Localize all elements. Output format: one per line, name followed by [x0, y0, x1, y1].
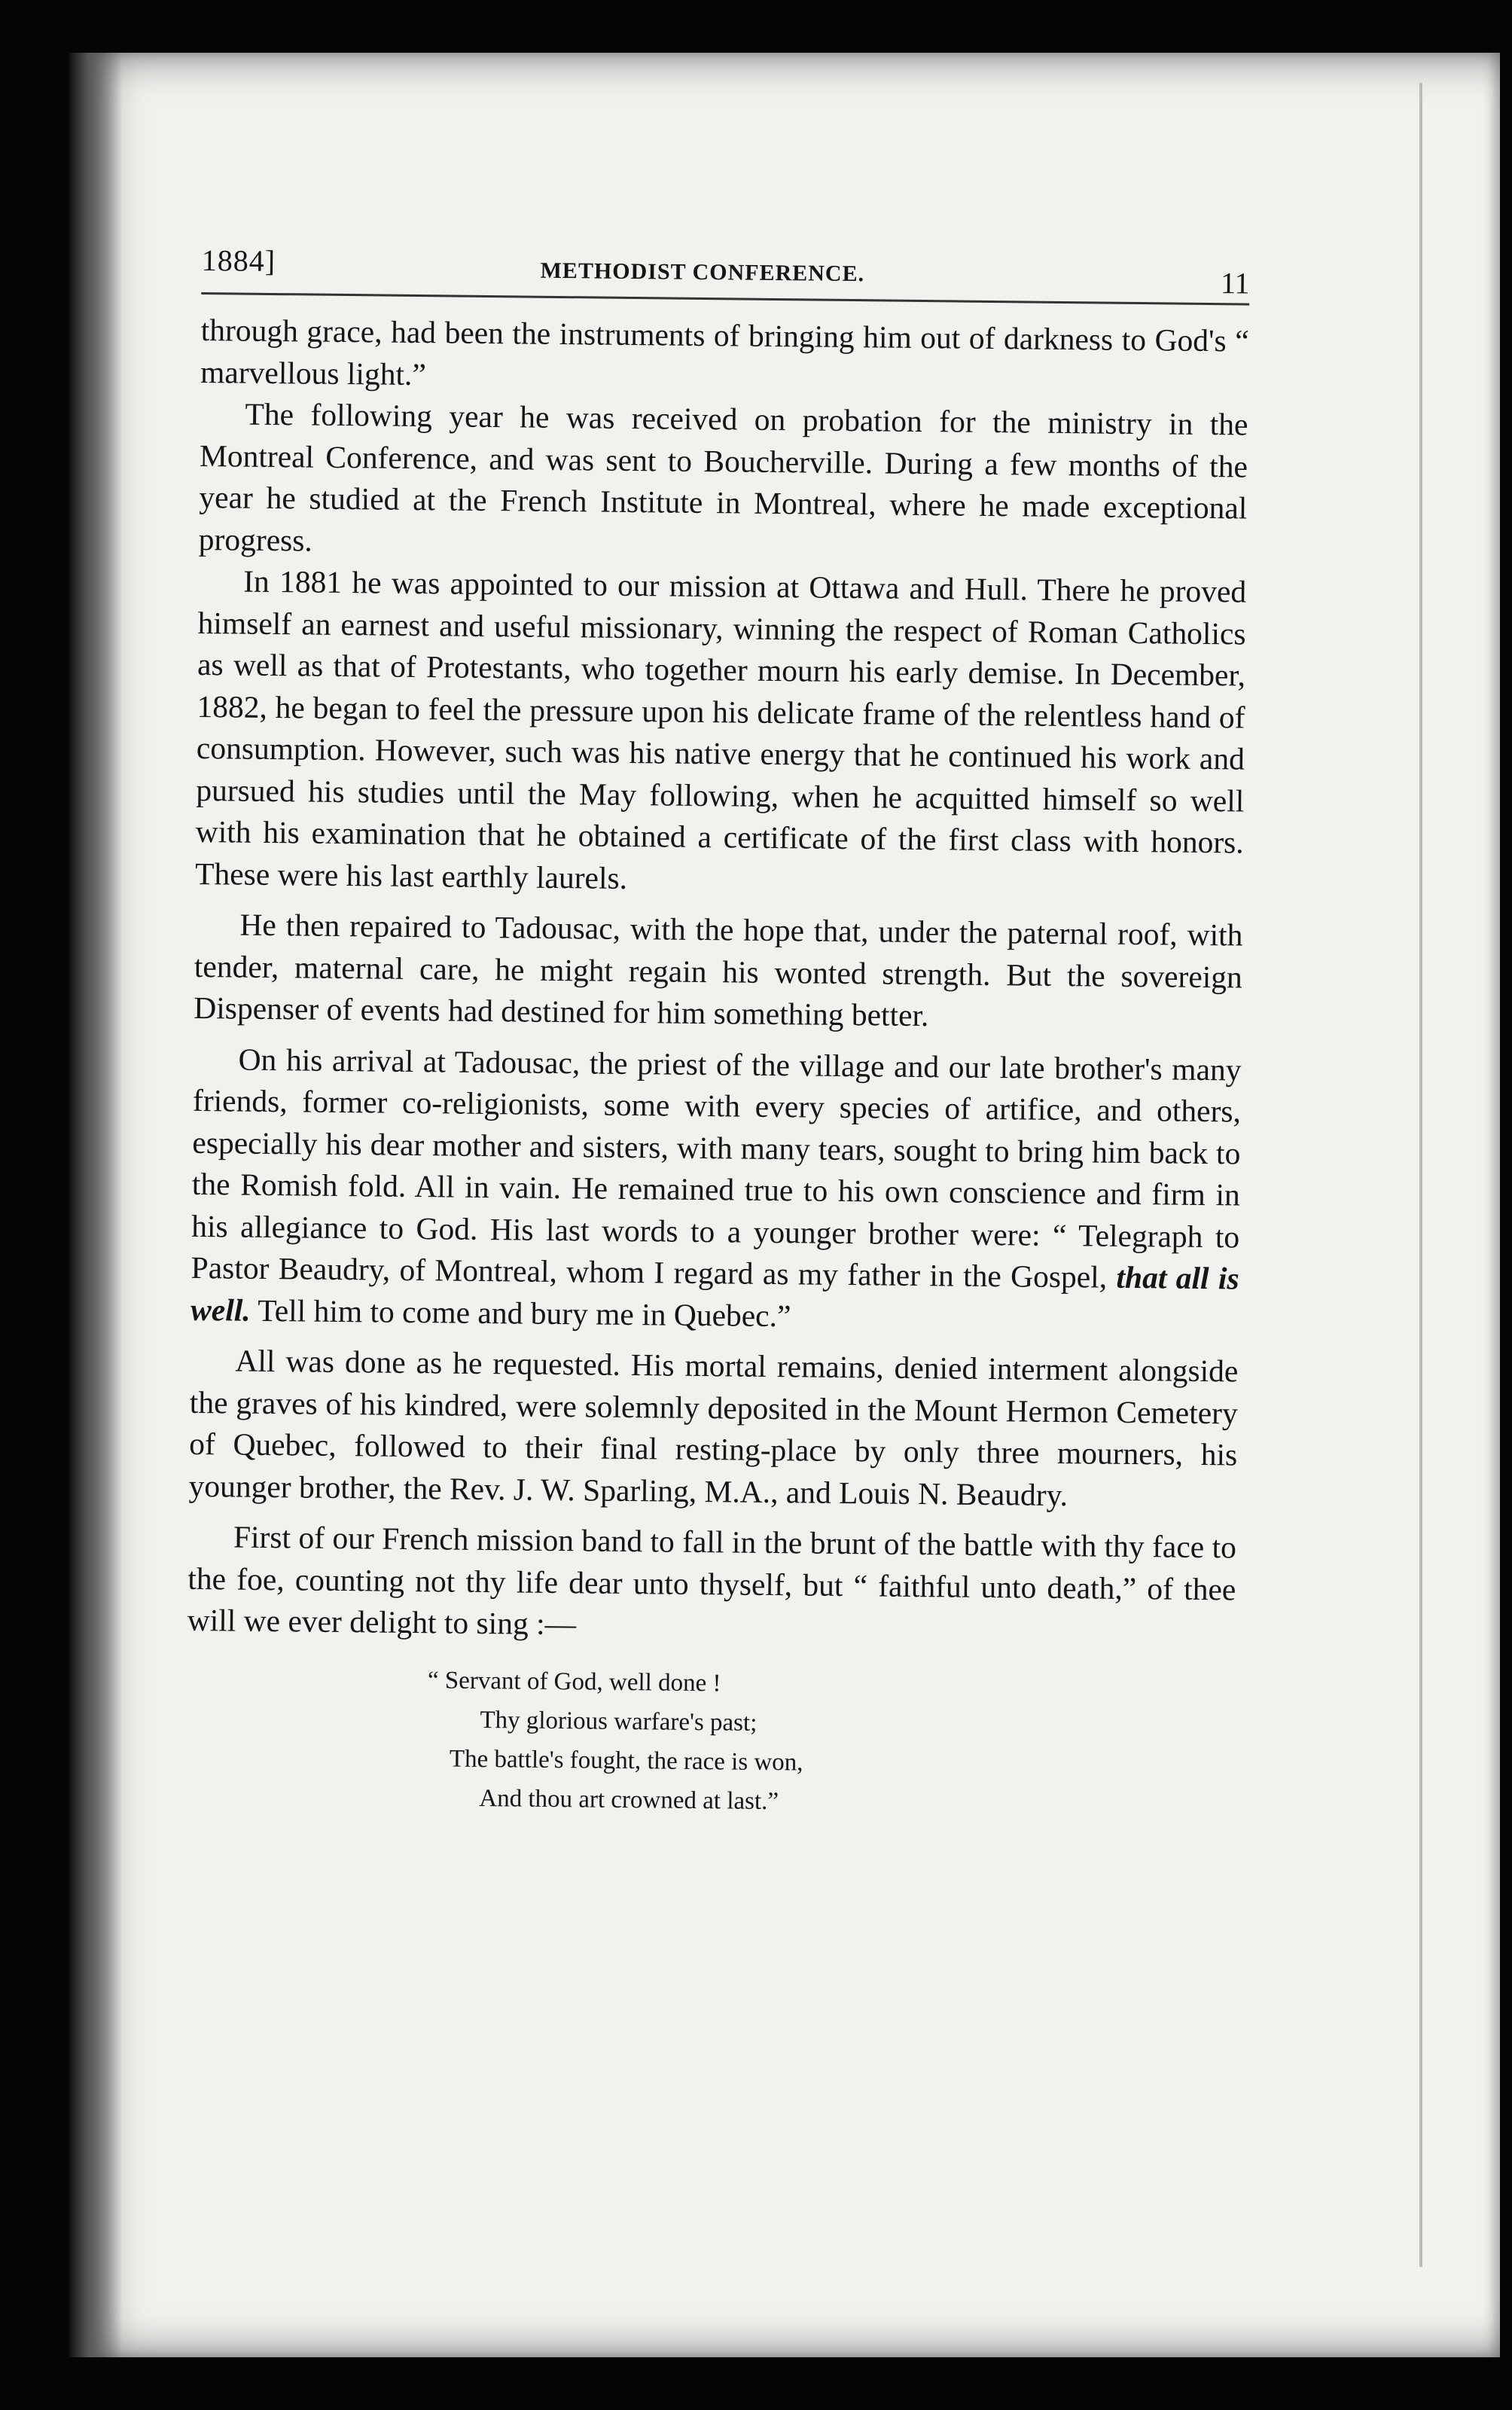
gutter-shadow: [69, 53, 122, 2357]
paragraph-1: through grace, had been the instruments of bringing him out of darkness to God's “ marvellous light.”: [200, 312, 1249, 392]
hymn-line-2: Thy glorious warfare's past;: [480, 1706, 758, 1737]
hymn-verse: [426, 1661, 1235, 1826]
paragraph-4: He then repaired to Tadousac, with the hope that, under the paternal roof, with tender, maternal care, he might regain his wonted strength. But the sovereign Dispenser of events had destined for him something better.: [194, 907, 1243, 1033]
header-title: METHODIST CONFERENCE.: [540, 258, 865, 287]
page-content: [185, 239, 1250, 1826]
paragraph-5-italic: that all is well.: [190, 1259, 1239, 1328]
paragraph-2: The following year he was received on probation for the ministry in the Montreal Conference, and was sent to Boucherville. During a few months of the year he studied at the French Institute in Montreal, where he made exceptional progress.: [198, 396, 1248, 558]
paragraph-7: First of our French mission band to fall in the brunt of the battle with thy face to the foe, counting not thy life dear unto thyself, but “ faithful unto death,” of thee will we ever delight to sing :—: [187, 1519, 1237, 1642]
paragraph-6: All was done as he requested. His mortal remains, denied interment alongside the graves of his kindred, were solemnly deposited in the Mount Hermon Cemetery of Quebec, followed to their final resting-place by only three mourners, his younger brother, the Rev. J. W. Sparling, M.A., and Louis N. Beaudry.: [188, 1343, 1239, 1512]
paragraph-5-text: On his arrival at Tadousac, the priest of the village and our late brother's many friends, former co-religionists, some with every species of artifice, and others, especially his dear mother and sisters, with many tears, sought to bring him back to the Romish fold. All in vain. He remained true to his own conscience and firm in his allegiance to God. His last words to a younger brother were: “ Telegraph to Pastor Beaudry, of Montreal, whom I regard as my father in the Gospel,: [191, 1042, 1242, 1295]
header-year: 1884]: [201, 243, 276, 279]
hymn-line-4: And thou art crowned at last.”: [479, 1784, 779, 1815]
hymn-line-1: “ Servant of God, well done !: [427, 1666, 721, 1697]
running-head: [201, 239, 1250, 306]
paragraph-5-end: Tell him to come and bury me in Quebec.”: [258, 1292, 791, 1333]
page-edge: [1419, 83, 1422, 2267]
page-number: 11: [1220, 266, 1250, 300]
paragraph-5: [191, 1038, 1242, 1341]
hymn-line-3: The battle's fought, the race is won,: [449, 1745, 803, 1776]
paragraph-3: In 1881 he was appointed to our mission at Ottawa and Hull. There he proved himself an earnest and useful missionary, winning the respect of Roman Catholics as well as that of Protestants, who together mourn his early demise. In December, 1882, he began to feel the pressure upon his delicate frame of the relentless hand of consumption. However, such was his native energy that he continued his work and pursued his studies until the May following, when he acquitted himself so well with his examination that he obtained a certificate of the first class with honors. These were his last earthly laurels.: [194, 563, 1247, 895]
